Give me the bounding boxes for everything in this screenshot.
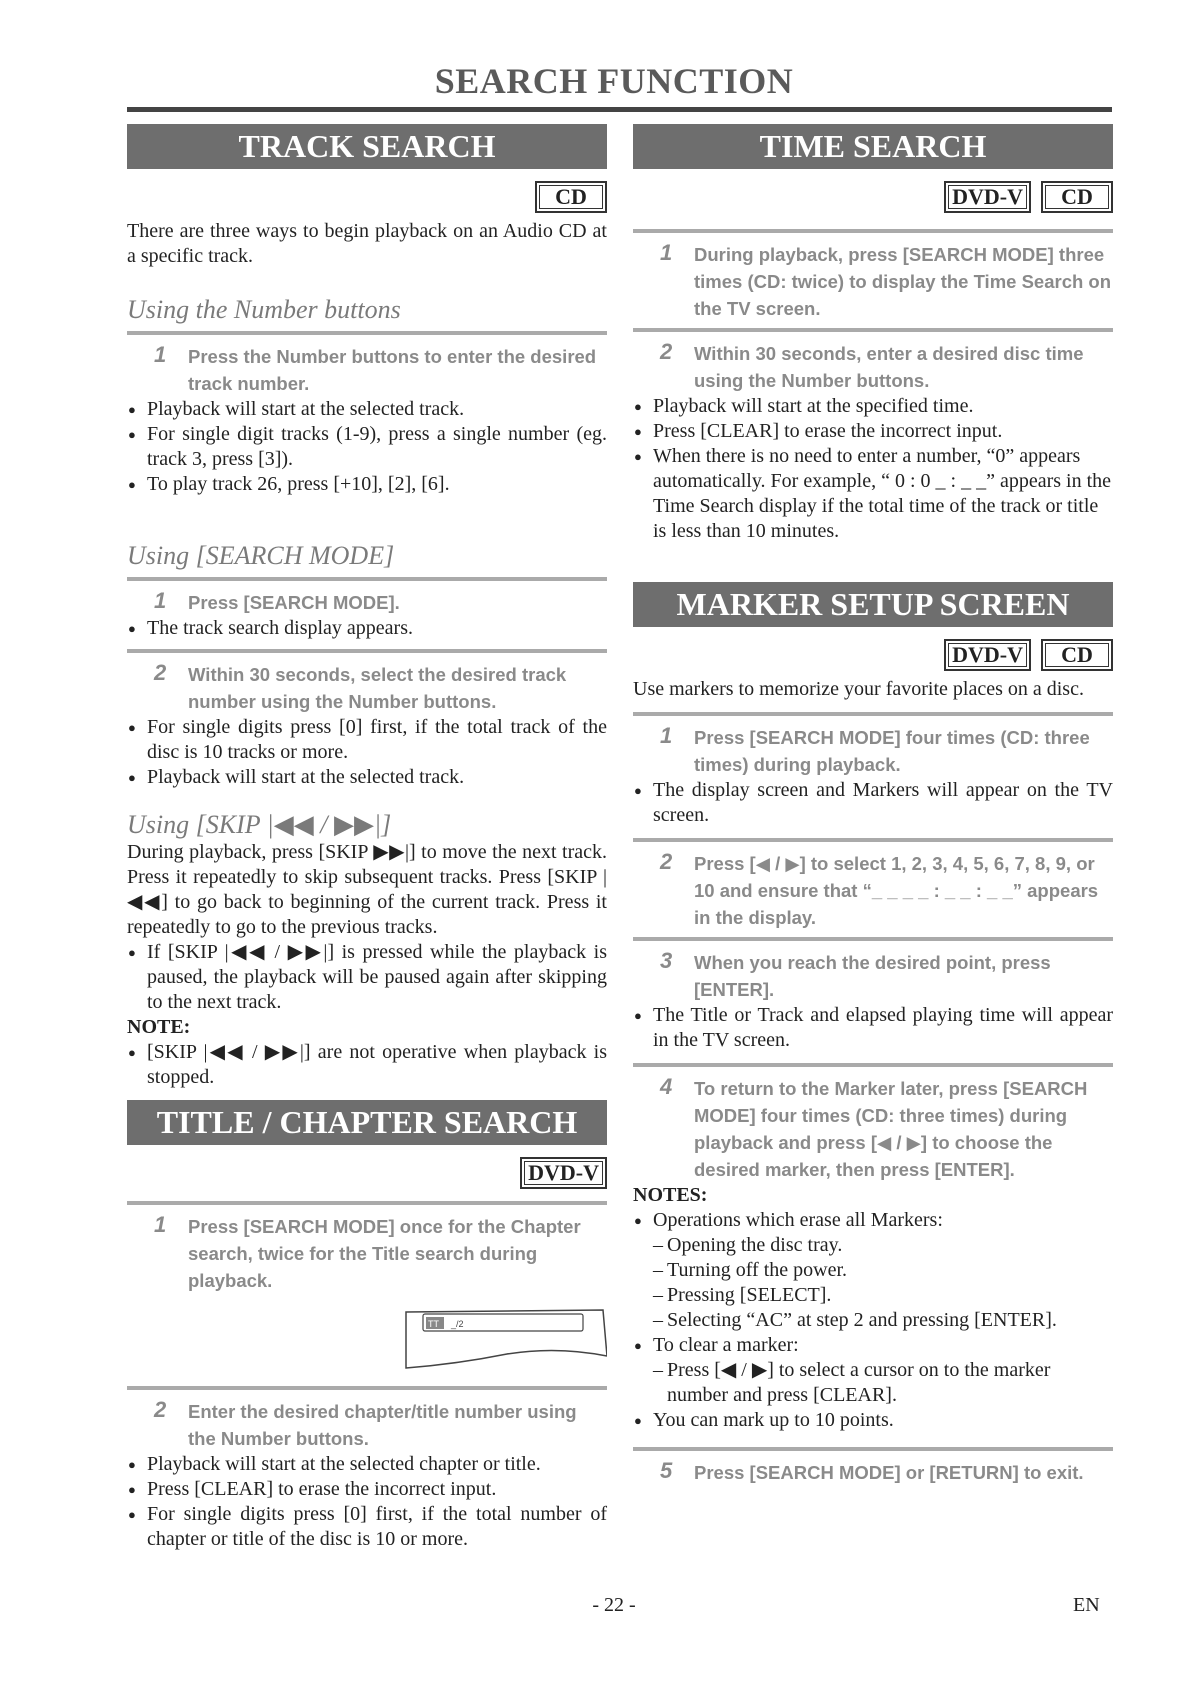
dash-item: – Turning off the power.: [633, 1258, 1113, 1283]
step-5: [633, 1459, 1113, 1486]
divider: [633, 1063, 1113, 1067]
bullet-item: ● To play track 26, press [+10], [2], [6].: [127, 472, 607, 497]
track-search-intro: There are three ways to begin playback on an Audio CD at a specific track.: [127, 220, 607, 267]
dvd-v-badge: DVD-V: [944, 181, 1031, 213]
page-title: SEARCH FUNCTION: [434, 61, 794, 101]
step-number: 5: [660, 1458, 673, 1483]
step-text: Enter the desired chapter/title number using the Number buttons.: [188, 1401, 577, 1449]
bullet-item: ● For single digits press [0] first, if the total track of the disc is 10 tracks or more.: [127, 715, 607, 765]
number-buttons-heading: Using the Number buttons: [127, 295, 401, 324]
step-number: 1: [660, 723, 673, 748]
marker-intro: Use markers to memorize your favorite places on a disc.: [633, 678, 1084, 700]
bullet-item: ● [SKIP |◀◀ / ▶▶|] are not operative when playback is stopped.: [127, 1040, 607, 1090]
step-number: 1: [154, 342, 167, 367]
time-search-header: TIME SEARCH: [633, 124, 1113, 169]
bullet-item: ● Press [CLEAR] to erase the incorrect input.: [127, 1477, 607, 1502]
tv-screen-illustration: [127, 1302, 607, 1372]
bullet-item: ● Operations which erase all Markers:: [633, 1208, 1113, 1233]
step-2: [633, 340, 1113, 394]
step-text: Press [◀ / ▶] to select 1, 2, 3, 4, 5, 6, 7, 8, 9, or 10 and ensure that “_ _ _ _ : _ _ : _ _” appears in the display.: [694, 853, 1099, 928]
step-text: Press [SEARCH MODE] four times (CD: three times) during playback.: [694, 727, 1090, 775]
step-2: [633, 850, 1113, 931]
bullet-item: ● Playback will start at the selected track.: [127, 397, 607, 422]
divider: [633, 838, 1113, 842]
bullet-item: ● The display screen and Markers will appear on the TV screen.: [633, 778, 1113, 828]
cd-badge: CD: [535, 181, 607, 213]
title-rule: [127, 107, 1112, 112]
step-1: [127, 589, 607, 616]
track-search-header: TRACK SEARCH: [127, 124, 607, 169]
step-1: [127, 343, 607, 397]
step-1: [633, 241, 1113, 322]
step-number: 3: [660, 948, 673, 973]
bullet-item: ● For single digits press [0] first, if the total number of chapter or title of the disc is 10 or more.: [127, 1502, 607, 1552]
cd-badge: CD: [1041, 181, 1113, 213]
note-heading: NOTE:: [127, 1016, 191, 1038]
step-1: [633, 724, 1113, 778]
bullet-item: ● You can mark up to 10 points.: [633, 1408, 1113, 1433]
divider: [127, 331, 607, 335]
bullet-item: ● Playback will start at the specified time.: [633, 394, 1113, 419]
dvd-v-badge: DVD-V: [520, 1157, 607, 1189]
step-2: [127, 1398, 607, 1452]
dash-item: – Selecting “AC” at step 2 and pressing [ENTER].: [633, 1308, 1113, 1333]
osd-title-icon: TT: [428, 1319, 439, 1329]
dvd-v-badge: DVD-V: [944, 639, 1031, 671]
step-number: 2: [660, 849, 673, 874]
step-number: 1: [660, 240, 673, 265]
step-text: To return to the Marker later, press [SEARCH MODE] four times (CD: three times) during playback and press [◀ / ▶] to choose the desired marker, then press [ENTER].: [694, 1078, 1088, 1180]
osd-illustration: [127, 1302, 607, 1372]
divider: [127, 1201, 607, 1205]
step-number: 2: [154, 1397, 167, 1422]
step-number: 2: [154, 660, 167, 685]
step-text: During playback, press [SEARCH MODE] three times (CD: twice) to display the Time Search on the TV screen.: [694, 244, 1112, 319]
dash-item: – Press [◀ / ▶] to select a cursor on to the marker: [633, 1358, 1113, 1383]
bullet-item: ● For single digit tracks (1-9), press a single number (eg. track 3, press [3]).: [127, 422, 607, 472]
dash-item-continued: number and press [CLEAR].: [667, 1384, 897, 1406]
step-text: Within 30 seconds, select the desired track number using the Number buttons.: [188, 664, 567, 712]
dash-item: – Opening the disc tray.: [633, 1233, 1113, 1258]
search-mode-heading: Using [SEARCH MODE]: [127, 541, 395, 570]
bullet-item: ● Playback will start at the selected chapter or title.: [127, 1452, 607, 1477]
bullet-item: ● The track search display appears.: [127, 616, 607, 641]
divider: [127, 1386, 607, 1390]
divider: [633, 1447, 1113, 1451]
cd-badge: CD: [1041, 639, 1113, 671]
divider: [127, 577, 607, 581]
divider: [633, 328, 1113, 332]
step-2: [127, 661, 607, 715]
bullet-item: ● To clear a marker:: [633, 1333, 1113, 1358]
skip-paragraph: During playback, press [SKIP ▶▶|] to move the next track. Press it repeatedly to skip subsequent tracks. Press [SKIP |◀◀] to go back to beginning of the current track. Press it repeatedly to go to the previous tracks.: [127, 841, 607, 938]
step-number: 4: [660, 1074, 673, 1099]
bullet-item: ● When there is no need to enter a number, “0” appears automatically. For example, “ 0 : 0 _ : _ _” appears in the Time Search display if the total time of the track or title is less than 10 minutes.: [633, 444, 1113, 544]
skip-heading: Using [SKIP |◀◀ / ▶▶|]: [127, 810, 392, 839]
step-number: 1: [154, 588, 167, 613]
step-3: [633, 949, 1113, 1003]
step-1: [127, 1213, 607, 1294]
dash-item: – Pressing [SELECT].: [633, 1283, 1113, 1308]
right-column: [633, 124, 1113, 1486]
step-number: 2: [660, 339, 673, 364]
time-search-badges: [633, 181, 1113, 213]
page-number: - 22 -: [592, 1594, 636, 1616]
step-text: Within 30 seconds, enter a desired disc time using the Number buttons.: [694, 343, 1084, 391]
step-text: When you reach the desired point, press [ENTER].: [694, 952, 1051, 1000]
step-text: Press [SEARCH MODE].: [188, 592, 400, 613]
osd-text: _/2: [451, 1319, 464, 1329]
step-text: Press [SEARCH MODE] once for the Chapter search, twice for the Title search during playback.: [188, 1216, 581, 1291]
divider: [127, 649, 607, 653]
bullet-item: ● Playback will start at the selected track.: [127, 765, 607, 790]
divider: [633, 229, 1113, 233]
step-text: Press the Number buttons to enter the desired track number.: [188, 346, 597, 394]
marker-setup-badges: [633, 639, 1113, 671]
marker-setup-header: MARKER SETUP SCREEN: [633, 582, 1113, 627]
step-4: [633, 1075, 1113, 1183]
divider: [633, 937, 1113, 941]
bullet-item: ● If [SKIP |◀◀ / ▶▶|] is pressed while the playback is paused, the playback will be paused again after skipping to the next track.: [127, 940, 607, 1015]
step-text: Press [SEARCH MODE] or [RETURN] to exit.: [694, 1462, 1084, 1483]
language-label: EN: [1073, 1594, 1100, 1616]
notes-heading: NOTES:: [633, 1184, 708, 1206]
track-search-badges: [127, 181, 607, 213]
title-chapter-search-header: TITLE / CHAPTER SEARCH: [127, 1100, 607, 1145]
left-column: [127, 124, 607, 1552]
step-number: 1: [154, 1212, 167, 1237]
bullet-item: ● The Title or Track and elapsed playing time will appear in the TV screen.: [633, 1003, 1113, 1053]
bullet-item: ● Press [CLEAR] to erase the incorrect input.: [633, 419, 1113, 444]
divider: [633, 712, 1113, 716]
title-chapter-badges: [127, 1157, 607, 1189]
